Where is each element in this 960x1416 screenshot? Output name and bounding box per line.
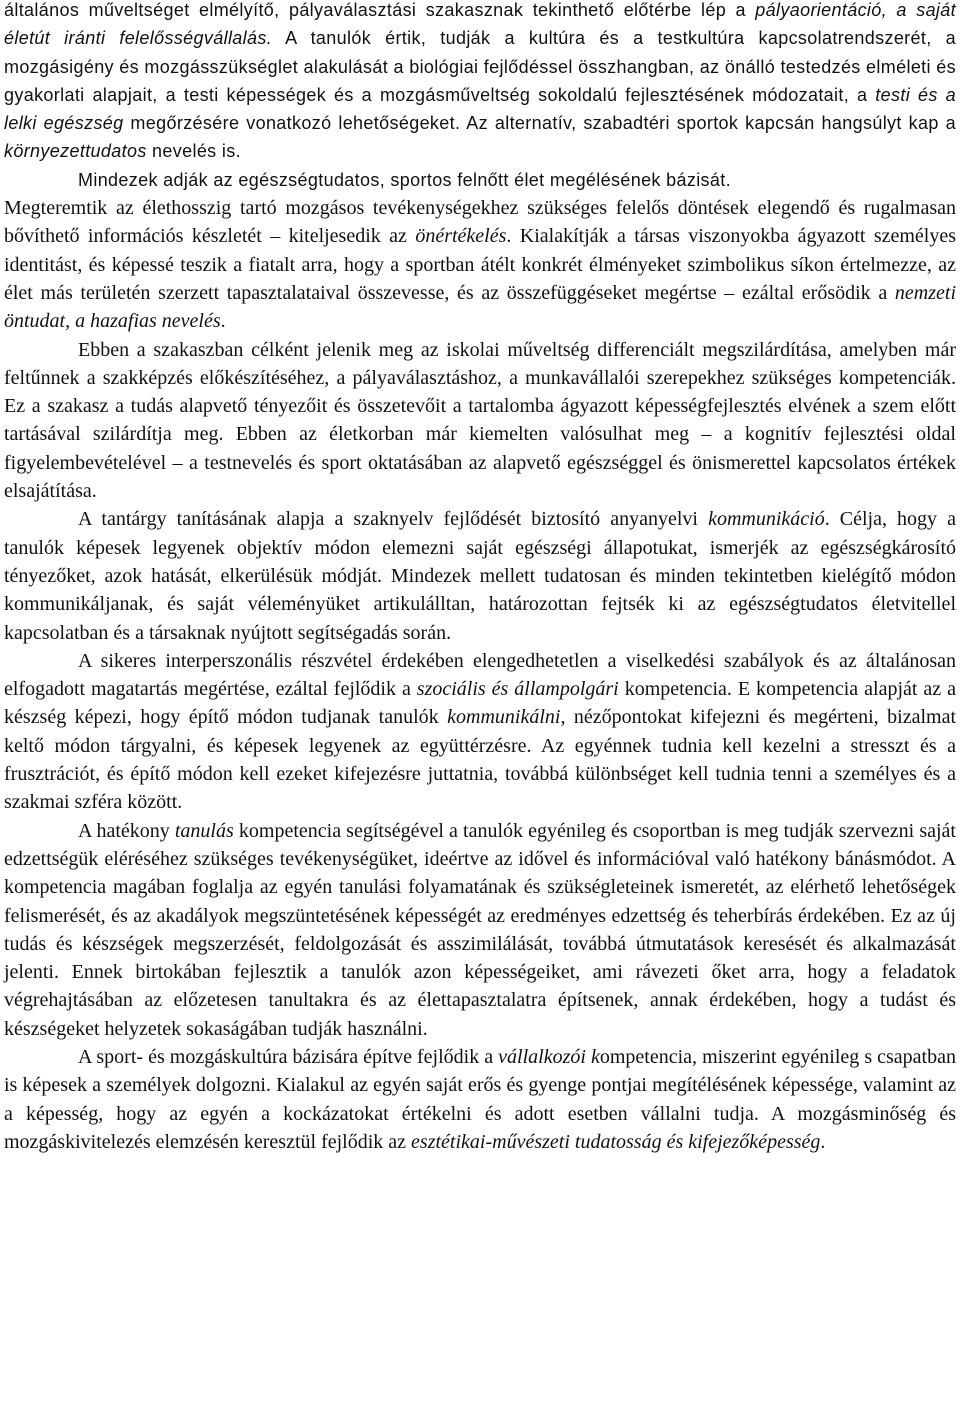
text-run: A hatékony <box>78 819 175 842</box>
text-run-italic: pályaorientáció, a saját életút iránti felelősségvállalás. <box>4 0 956 49</box>
paragraph-6 <box>4 647 956 817</box>
text-run: ompetencia, miszerint egyénileg s csapatban is képesek a személyek dolgozni. Kialakul az egyén saját erős és gyenge pontjai megítélésének képessége, valamint az a képesség, hogy az egyén a kockázatokat értékelni és adott esetben vállalni tudja. A mozgásminőség és mozgáskivitelezés elemzésén keresztül fejlődik az <box>4 1045 956 1153</box>
text-run: Megteremtik az élethosszig tartó mozgásos tevékenységekhez szükséges felelős döntések elegendő és rugalmasan bővíthető információs készletét – kiteljesedik az <box>4 197 956 248</box>
text-run: A sport- és mozgáskultúra bázisára építve fejlődik a <box>78 1045 499 1068</box>
text-run-italic: kommunikáció <box>708 508 825 531</box>
text-run: általános műveltséget elmélyítő, pályaválasztási szakasznak tekinthető előtérbe lép a <box>4 0 756 20</box>
paragraph-1 <box>4 0 956 166</box>
text-run: A sikeres interperszonális részvétel érdekében elengedhetetlen a viselkedési szabályok és az általánosan elfogadott magatartás megértése, ezáltal fejlődik a <box>4 649 956 701</box>
text-run: kompetencia segítségével a tanulók egyénileg és csoportban is meg tudják szervezni saját edzettségük eléréséhez szükséges tevékenységüket, ideértve az idővel és információval való hatékony bánásmódot. A kompetencia magában foglalja az egyén tanulási folyamatának és szükségleteinek ismeretét, az elérhető lehetőségek felismerését, és az akadályok megszüntetésének képességét az eredményes edzettség és teherbírás érdekében. Ez az új tudás és készségek megszerzését, feldolgozását és asszimilálását, továbbá útmutatások keresését és alkalmazását jelenti. Ennek birtokában fejlesztik a tanulók azon képességeiket, ami rávezeti őket arra, hogy a feladatok végrehajtásában az előzetesen tanultakra és az élettapasztalatra építsenek, annak érdekében, hogy a tudást és készségeket helyzetek sokaságában tudják használni. <box>4 819 956 1040</box>
text-run: . <box>220 310 226 333</box>
paragraph-5 <box>4 505 956 646</box>
text-run: megőrzésére vonatkozó lehetőségeket. Az alternatív, szabadtéri sportok kapcsán hangsúlyt kap a <box>123 113 957 134</box>
text-run: Mindezek adják az egészségtudatos, sportos felnőtt élet megélésének bázisát. <box>78 169 731 190</box>
paragraph-7 <box>4 817 956 1043</box>
text-run: A tantárgy tanításának alapja a szaknyelv fejlődését biztosító anyanyelvi <box>78 508 709 531</box>
text-run: . <box>820 1130 826 1153</box>
text-run: nevelés is. <box>146 141 241 162</box>
text-run-italic: szociális és állampolgári <box>416 678 619 701</box>
text-run: , nézőpontokat kifejezni és megérteni, bizalmat keltő módon tárgyalni, és képesek legyenek az együttérzésre. Az egyénnek tudnia kell kezelni a stresszt és a frusztrációt, és építő módon kell ezeket kifejezésre juttatnia, továbbá különbséget kell tudnia tenni a személyes és a szakmai szféra között. <box>4 706 956 814</box>
text-run-italic: testi és a lelki egészség <box>4 84 956 134</box>
paragraph-8 <box>4 1043 956 1156</box>
paragraph-3 <box>4 194 956 335</box>
text-run-italic: önértékelés <box>415 225 507 248</box>
text-run: kompetencia. E kompetencia alapját az a készség képezi, hogy építő módon tudjanak tanulók <box>4 678 956 729</box>
text-run-italic: tanulás <box>174 819 234 842</box>
text-run-italic: nemzeti öntudat, a hazafias nevelés <box>4 281 956 333</box>
text-run-italic: környezettudatos <box>4 141 147 162</box>
text-run: . Kialakítják a társas viszonyokba ágyazott személyes identitást, és képessé teszik a fiatalt arra, hogy a sportban átélt konkrét élményeket szimbolikus síkon értelmezze, az élet más területén szerzett tapasztalataival összevesse, és az összefüggéseket megértse – ezáltal erősödik a <box>4 225 957 304</box>
text-run: . Célja, hogy a tanulók képesek legyenek objektív módon elemezni saját egészségi állapotukat, ismerjék az egészségkárosító tényezőket, azok hatását, elkerülésük módját. Mindezek mellett tudatosan és minden tekintetben kielégítő módon kommunikáljanak, és saját véleményüket artikulálltan, határozottan fejtsék ki az egészségtudatos életvitellel kapcsolatban és a társaknak nyújtott segítségadás során. <box>4 508 956 644</box>
paragraph-4 <box>4 336 956 506</box>
text-run-italic: esztétikai-művészeti tudatosság és kifejezőképesség <box>411 1130 821 1153</box>
text-run-italic: kommunikálni <box>447 706 561 729</box>
text-run: Ebben a szakaszban célként jelenik meg az iskolai műveltség differenciált megszilárdítása, amelyben már feltűnnek a szakképzés előkészítéséhez, a pályaválasztáshoz, a munkavállalói szerepekhez szükséges kompetenciák. Ez a szakasz a tudás alapvető tényezőit és összetevőit a tartalomba ágyazott képességfejlesztés elvének a szem előtt tartásával szilárdítja meg. Ebben az életkorban már kiemelten valósulhat meg – a kognitív fejlesztési oldal figyelembevételével – a testnevelés és sport oktatásában az alapvető egészséggel és önismerettel kapcsolatos értékek elsajátítása. <box>4 338 956 503</box>
paragraph-2 <box>4 166 956 194</box>
text-run-italic: vállalkozói k <box>498 1045 600 1068</box>
text-run: A tanulók értik, tudják a kultúra és a testkultúra kapcsolatrendszerét, a mozgásigény és mozgásszükséglet alakulását a biológiai fejlődéssel összhangban, az önálló testedzés elméleti és gyakorlati alapjait, a testi képességek és a mozgásműveltség sokoldalú fejlesztésének módozatait, a <box>4 28 956 105</box>
